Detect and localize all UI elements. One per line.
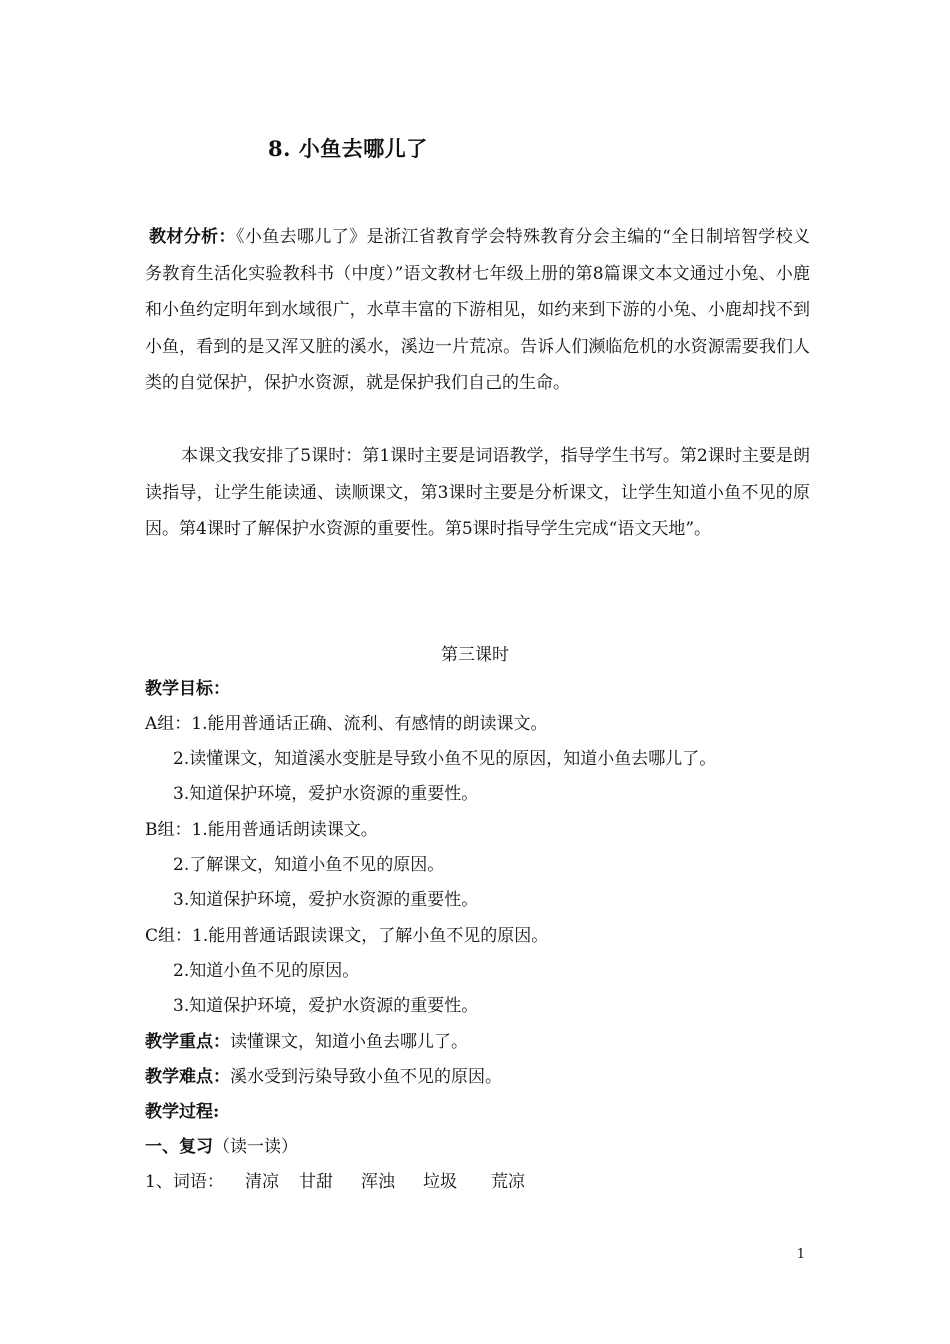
- group-b-line-2: 2.了解课文，知道小鱼不见的原因。: [173, 855, 445, 875]
- difficulty-text: 溪水受到污染导致小鱼不见的原因。: [230, 1067, 502, 1087]
- group-b-line-1: B组：1.能用普通话朗读课文。: [145, 820, 378, 840]
- lesson-schedule-paragraph: 本课文我安排了5课时：第1课时主要是词语教学，指导学生书写。第2课时主要是朗读指导，让学生能读通、读顺课文，第3课时主要是分析课文，让学生知道小鱼不见的原因。第4课时了解保护水资源的重要性。第5课时指导学生完成“语文天地”。: [145, 446, 810, 539]
- vocab-word: 甘甜: [299, 1172, 333, 1192]
- page-number: 1: [796, 1247, 805, 1262]
- group-c-line-3: 3.知道保护环境，爱护水资源的重要性。: [173, 996, 479, 1016]
- vocab-label: 1、词语：: [145, 1172, 224, 1192]
- process-label: 教学过程:: [145, 1102, 220, 1122]
- difficulty-line: [145, 1065, 502, 1089]
- vocab-word: 垃圾: [423, 1172, 457, 1192]
- review-line: [145, 1135, 298, 1159]
- material-analysis-text: 《小鱼去哪儿了》是浙江省教育学会特殊教育分会主编的“全日制培智学校义务教育生活化实验教科书（中度）”语文教材七年级上册的第8篇课文本文通过小兔、小鹿和小鱼约定明年到水域很广，水草丰富的下游相见，如约来到下游的小兔、小鹿却找不到小鱼，看到的是又浑又脏的溪水，溪边一片荒凉。告诉人们濒临危机的水资源需要我们人类的自觉保护，保护水资源，就是保护我们自己的生命。: [145, 227, 810, 393]
- review-suffix: （读一读）: [213, 1137, 298, 1157]
- vocab-word: 荒凉: [491, 1172, 525, 1192]
- key-point-text: 读懂课文，知道小鱼去哪儿了。: [230, 1032, 468, 1052]
- section-title: 第三课时: [441, 645, 509, 665]
- group-c-line-2: 2.知道小鱼不见的原因。: [173, 961, 360, 981]
- group-a-line-2: 2.读懂课文，知道溪水变脏是导致小鱼不见的原因，知道小鱼去哪儿了。: [173, 749, 717, 769]
- group-c-line-1: C组：1.能用普通话跟读课文，了解小鱼不见的原因。: [145, 926, 549, 946]
- lesson-title: 8. 小鱼去哪儿了: [268, 136, 428, 161]
- key-point-line: [145, 1030, 468, 1054]
- group-a-line-3: 3.知道保护环境，爱护水资源的重要性。: [173, 784, 479, 804]
- group-a-line-1: A组：1.能用普通话正确、流利、有感情的朗读课文。: [145, 714, 548, 734]
- material-analysis-paragraph: [145, 219, 810, 402]
- review-label: 一、复习: [145, 1137, 213, 1157]
- group-b-line-3: 3.知道保护环境，爱护水资源的重要性。: [173, 890, 479, 910]
- vocab-word: 清凉: [245, 1172, 279, 1192]
- key-point-label: 教学重点：: [145, 1032, 230, 1052]
- material-analysis-label: 教材分析：: [149, 227, 236, 247]
- objectives-label: 教学目标：: [145, 679, 230, 699]
- vocab-word: 浑浊: [361, 1172, 395, 1192]
- difficulty-label: 教学难点：: [145, 1067, 230, 1087]
- vocab-line: [145, 1170, 525, 1194]
